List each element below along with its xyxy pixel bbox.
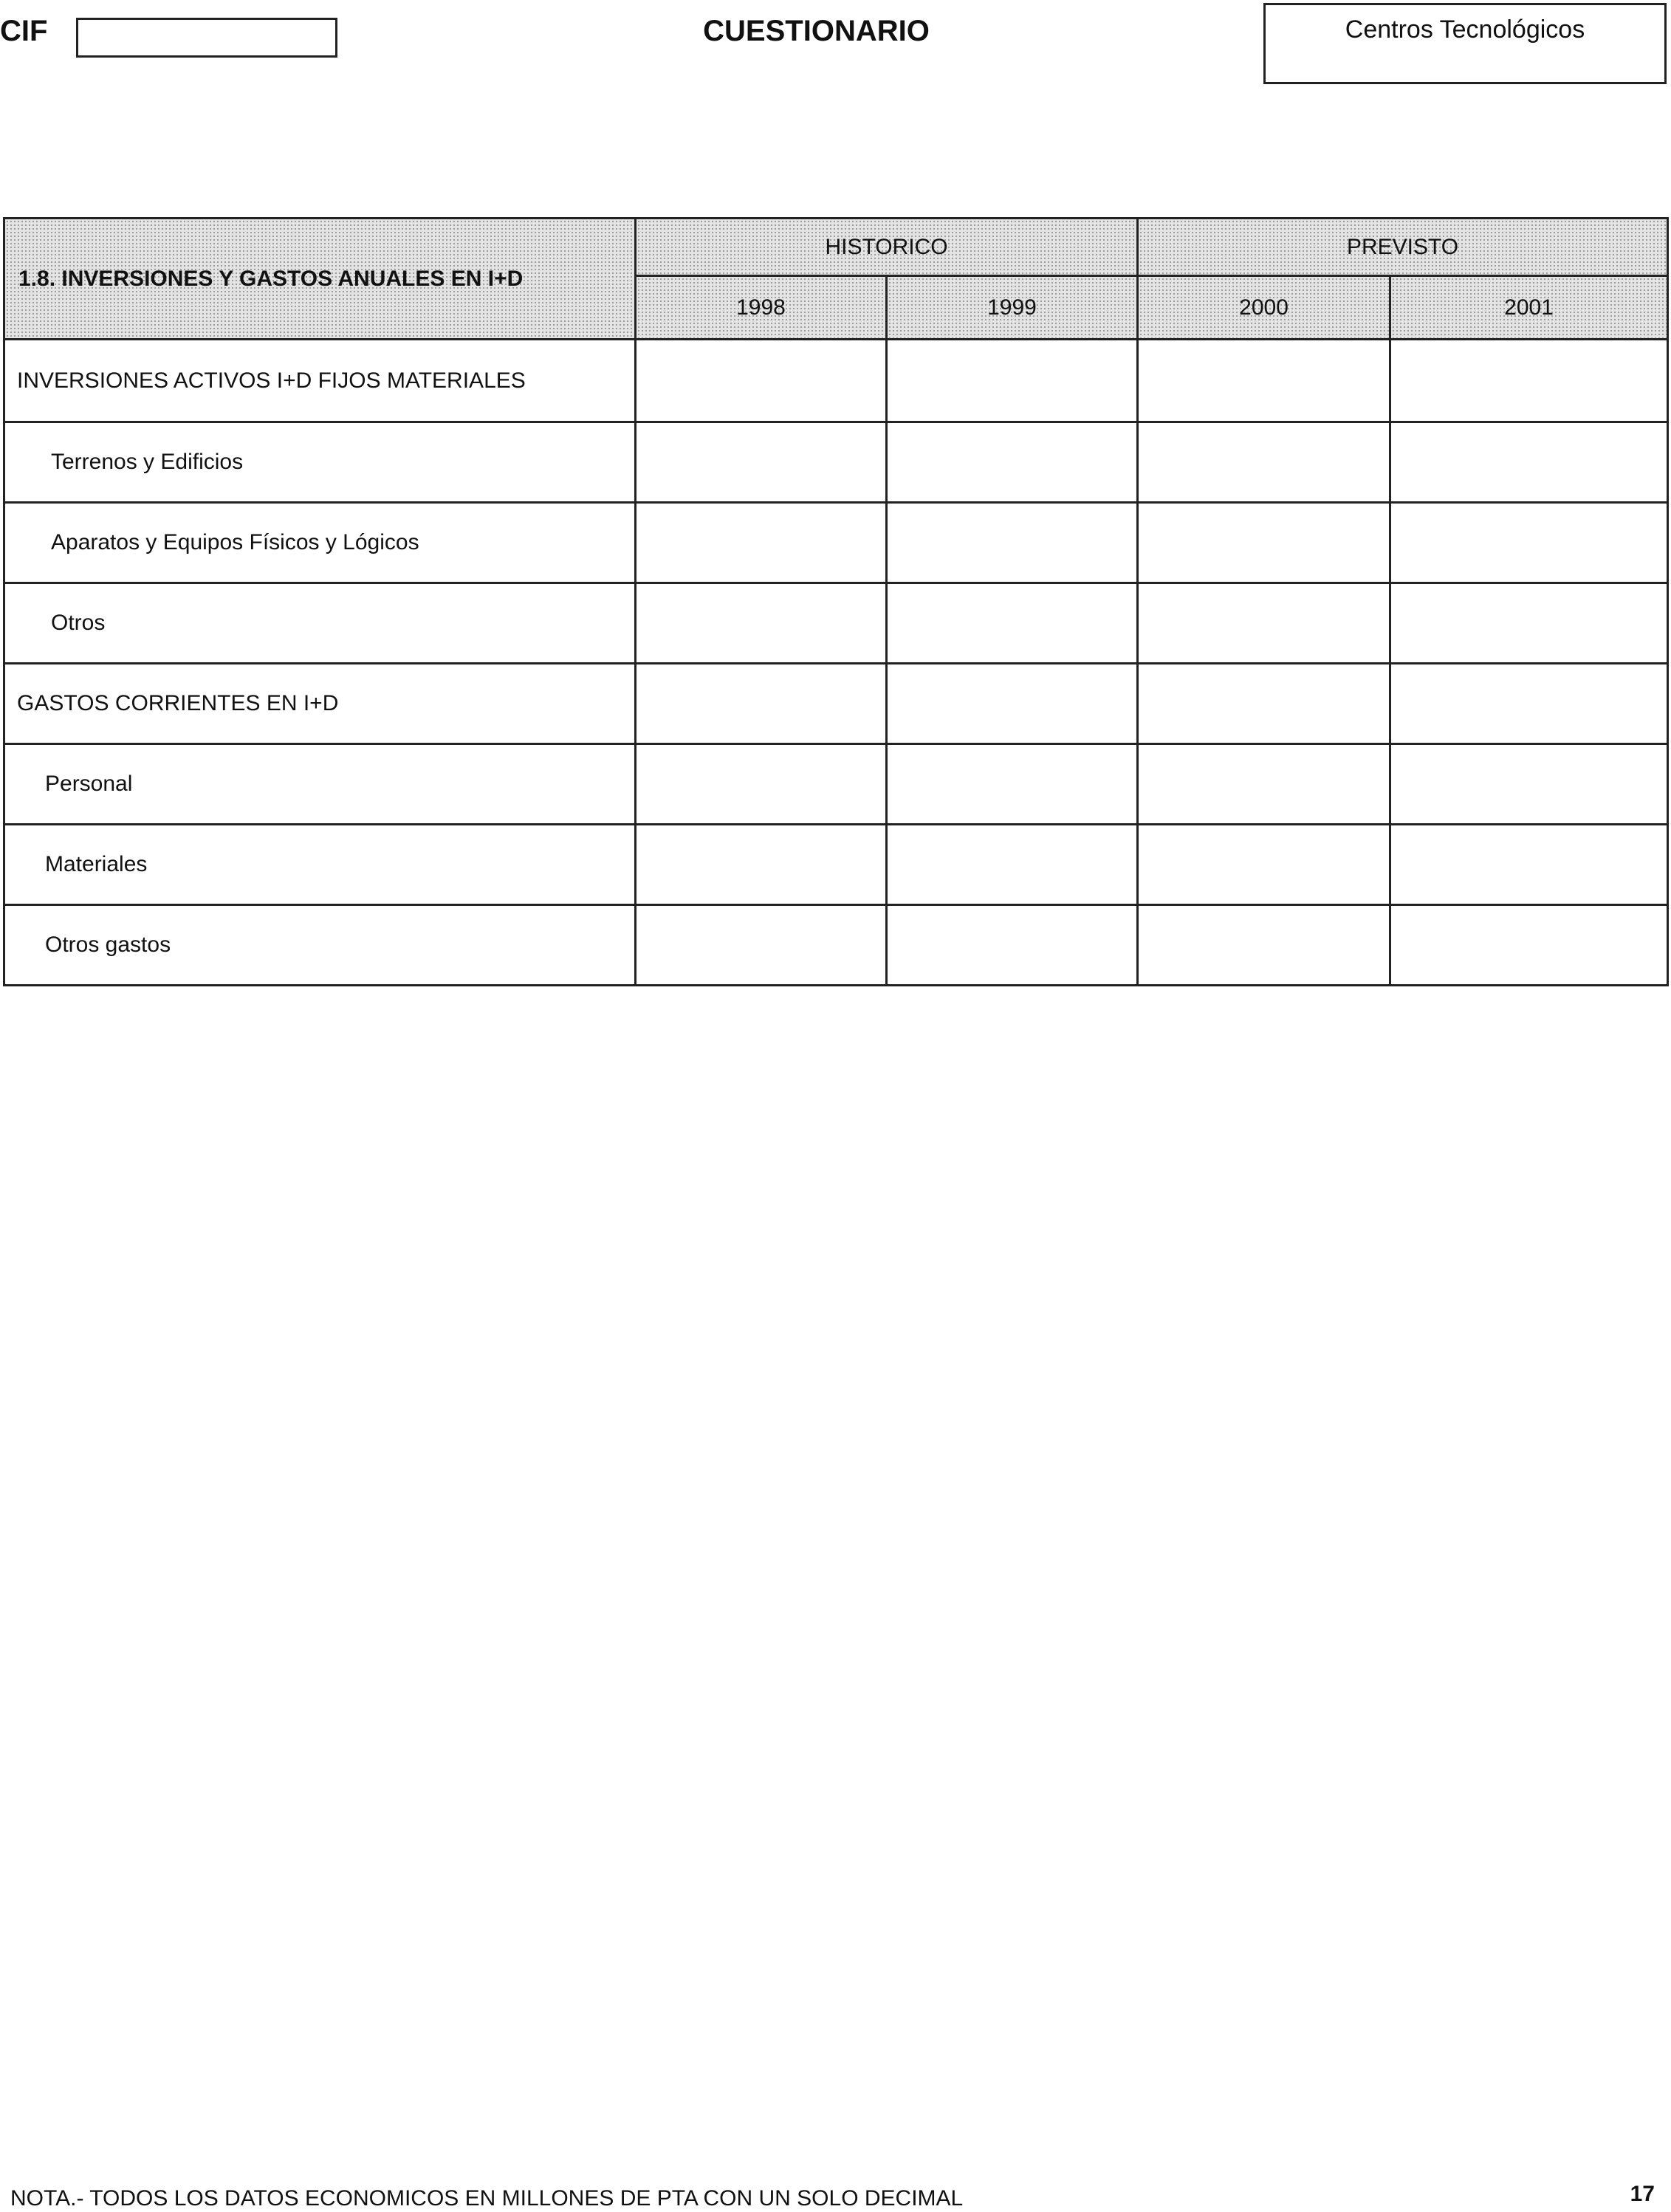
input-cell[interactable]: [1390, 422, 1668, 503]
input-cell[interactable]: [636, 744, 887, 825]
input-cell[interactable]: [1390, 583, 1668, 664]
input-cell[interactable]: [636, 825, 887, 905]
input-cell[interactable]: [1390, 905, 1668, 986]
table-row: [4, 905, 1668, 986]
input-cell[interactable]: [636, 340, 887, 422]
year-header-1998: 1998: [636, 276, 887, 340]
table-header-row-groups: [4, 219, 1668, 276]
investment-table: [3, 217, 1669, 986]
input-cell[interactable]: [1138, 503, 1390, 583]
input-cell[interactable]: [887, 583, 1138, 664]
input-cell[interactable]: [636, 664, 887, 744]
group-header-previsto: PREVISTO: [1138, 219, 1668, 276]
page-number: 17: [1630, 2182, 1655, 2206]
input-cell[interactable]: [1390, 503, 1668, 583]
table-row: [4, 664, 1668, 744]
table-row: [4, 583, 1668, 664]
year-header-2001: 2001: [1390, 276, 1668, 340]
input-cell[interactable]: [1138, 825, 1390, 905]
input-cell[interactable]: [1138, 583, 1390, 664]
input-cell[interactable]: [887, 503, 1138, 583]
year-header-1999: 1999: [887, 276, 1138, 340]
footer-note: NOTA.- TODOS LOS DATOS ECONOMICOS EN MILLONES DE PTA CON UN SOLO DECIMAL: [10, 2186, 964, 2211]
input-cell[interactable]: [1138, 664, 1390, 744]
page-title: CUESTIONARIO: [703, 15, 930, 47]
input-cell[interactable]: [1390, 340, 1668, 422]
input-cell[interactable]: [1390, 664, 1668, 744]
input-cell[interactable]: [1138, 340, 1390, 422]
table-row: [4, 744, 1668, 825]
input-cell[interactable]: [636, 583, 887, 664]
group-header-historico: HISTORICO: [636, 219, 1138, 276]
row-label-gastos-corrientes: GASTOS CORRIENTES EN I+D: [4, 664, 636, 744]
input-cell[interactable]: [887, 422, 1138, 503]
row-label-inversiones: INVERSIONES ACTIVOS I+D FIJOS MATERIALES: [4, 340, 636, 422]
input-cell[interactable]: [1138, 905, 1390, 986]
input-cell[interactable]: [636, 905, 887, 986]
row-label-terrenos: Terrenos y Edificios: [4, 422, 636, 503]
input-cell[interactable]: [636, 422, 887, 503]
section-title: 1.8. INVERSIONES Y GASTOS ANUALES EN I+D: [4, 219, 636, 340]
row-label-materiales: Materiales: [4, 825, 636, 905]
row-label-personal: Personal: [4, 744, 636, 825]
table-row: [4, 503, 1668, 583]
input-cell[interactable]: [887, 744, 1138, 825]
table-row: [4, 340, 1668, 422]
table-row: [4, 422, 1668, 503]
input-cell[interactable]: [1138, 744, 1390, 825]
org-type-box: Centros Tecnológicos: [1263, 3, 1667, 84]
row-label-otros-gastos: Otros gastos: [4, 905, 636, 986]
row-label-aparatos: Aparatos y Equipos Físicos y Lógicos: [4, 503, 636, 583]
input-cell[interactable]: [1390, 744, 1668, 825]
input-cell[interactable]: [887, 825, 1138, 905]
row-label-otros: Otros: [4, 583, 636, 664]
table-row: [4, 825, 1668, 905]
input-cell[interactable]: [1138, 422, 1390, 503]
input-cell[interactable]: [887, 905, 1138, 986]
input-cell[interactable]: [887, 664, 1138, 744]
year-header-2000: 2000: [1138, 276, 1390, 340]
cif-label: CIF: [0, 15, 48, 47]
input-cell[interactable]: [1390, 825, 1668, 905]
input-cell[interactable]: [887, 340, 1138, 422]
input-cell[interactable]: [636, 503, 887, 583]
